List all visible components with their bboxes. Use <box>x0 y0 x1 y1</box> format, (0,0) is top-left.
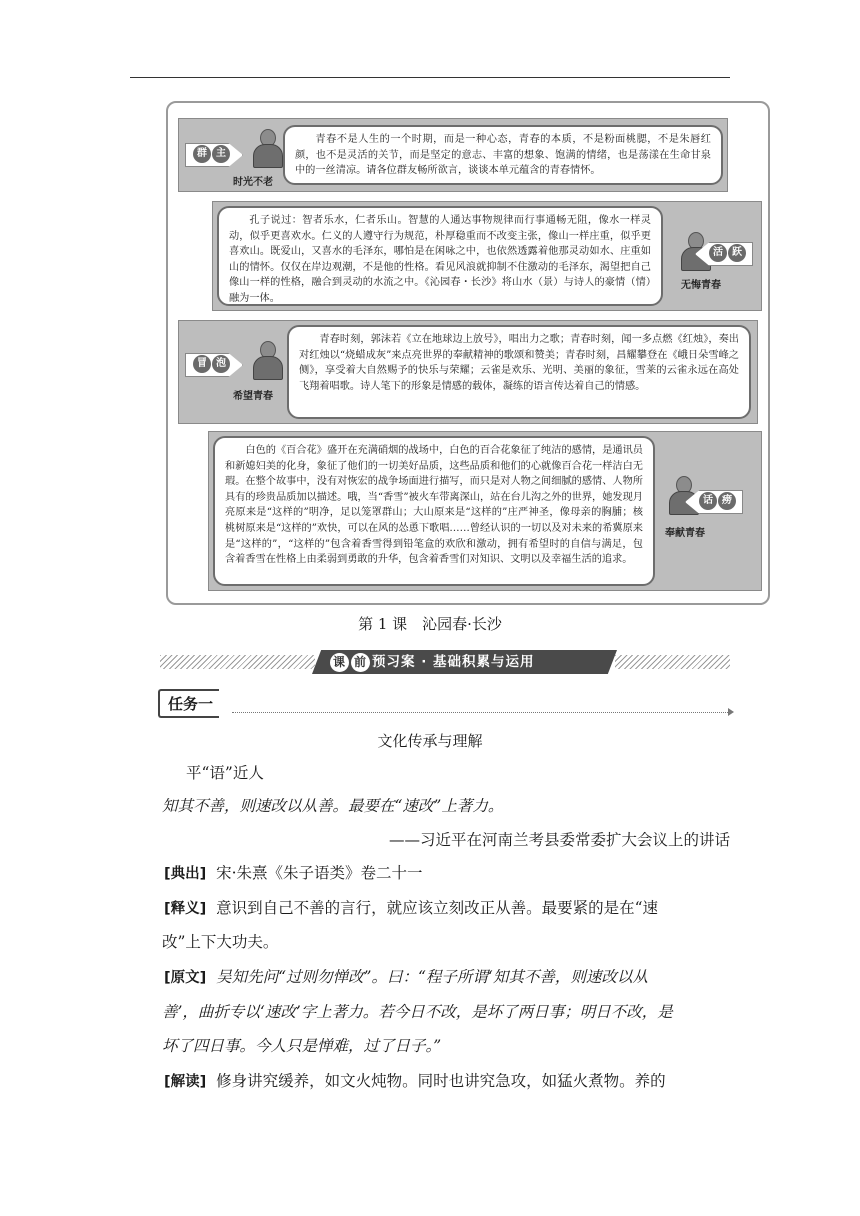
banner-hatch-right <box>615 655 730 669</box>
dianchu-line <box>164 861 423 883</box>
shiyi-line-1 <box>164 896 658 918</box>
shiyi-tag: [释义] <box>164 901 207 917</box>
shiyi-text: 意识到自己不善的言行，就应该立刻改正从善。最要紧的是在“速 <box>216 899 659 917</box>
chat-card-1 <box>178 118 728 192</box>
badge-char: 跃 <box>728 244 746 262</box>
badge-char: 主 <box>212 145 230 163</box>
yuanwen-line-2: 善’，曲折专以‘速改’字上著力。若今日不改，是坏了两日事；明日不改，是 <box>162 1003 673 1021</box>
avatar-icon <box>253 129 281 169</box>
task-label: 任务一 <box>158 689 219 718</box>
card-title: 奉献青春 <box>665 528 705 539</box>
illustration-frame <box>166 101 770 605</box>
header-rule <box>130 77 730 78</box>
dianchu-tag: [典出] <box>164 866 207 882</box>
card-text: 孔子说过：智者乐水，仁者乐山。智慧的人通达事物规律而行事通畅无阻，像水一样灵动，似乎更喜欢水。仁义的人遵守行为规范，朴厚稳重而不改变主张，像山一样庄重，似乎更喜欢山。既爱山，又喜水的毛泽东，哪怕是在闲咏之中，也依然透露着他那灵动如水、庄重如山的情怀。仅仅在岸边观潮，不是他的性格。看见风浪就抑制不住激动的毛泽东，渴望把自己像山一样的性格，融合到灵动的水流之中。《沁园春・长沙》将山水（景）与诗人的豪情（情）融为一体。 <box>217 206 663 306</box>
chat-card-4 <box>208 431 762 591</box>
jiedu-tag: [解读] <box>164 1074 207 1090</box>
banner-text <box>330 652 535 672</box>
card-text: 白色的《百合花》盛开在充满硝烟的战场中，白色的百合花象征了纯洁的感情，是通讯员和新媳妇美的化身，象征了他们的一切美好品质，这些品质和他们的心就像百合花一样洁白无瑕。在整个故事中，没有对恢宏的战争场面进行描写，而只是对人物之间细腻的感情、人物所具有的珍贵品质加以描述。哦，当“香雪”被火车带离深山，站在台儿沟之外的世界，她发现月亮原来是“这样的”明净，足以笼罩群山；大山原来是“这样的”庄严神圣，像母亲的胸脯；核桃树原来是“这样的”欢快，可以在风的怂恿下歌唱……曾经认识的一切以及对未来的希冀原来是“这样的”，“这样的”包含着香雪得到铅笔盒的欢欣和激动，拥有希望时的自信与满足，包含着香雪在性格上由柔弱到勇敢的升华，包含着香雪们对知识、文明以及幸福生活的追求。 <box>213 436 655 586</box>
avatar-icon <box>253 341 281 381</box>
quote-text: 知其不善，则速改以从善。最要在“速改”上著力。 <box>162 797 504 815</box>
jiedu-line <box>164 1069 666 1091</box>
yuanwen-line-3: 坏了四日事。今人只是惮难，过了日子。” <box>162 1037 442 1055</box>
quote-attribution: ——习近平在河南兰考县委常委扩大会议上的讲话 <box>388 831 730 849</box>
banner-hatch-left <box>160 655 315 669</box>
card-text: 青春不是人生的一个时期，而是一种心态，青春的本质，不是粉面桃腮，不是朱唇红颜，也不是灵活的关节，而是坚定的意志、丰富的想象、饱满的情绪，也是荡漾在生命甘泉中的一丝清凉。请各位群友畅所欲言，谈谈本单元蕴含的青春情怀。 <box>283 125 723 185</box>
ping-yu-heading: 平“语”近人 <box>186 764 264 782</box>
banner-label: 预习案 · 基础积累与运用 <box>372 654 535 670</box>
badge-char: 群 <box>193 145 211 163</box>
lesson-title: 第 1 课 沁园春·长沙 <box>358 615 502 633</box>
yuanwen-text: 吴知先问“过则勿惮改”。曰：“程子所谓‘知其不善，则速改以从 <box>216 968 648 986</box>
card-text: 青春时刻，郭沫若《立在地球边上放号》，唱出力之歌；青春时刻，闻一多点燃《红烛》，奏出对红烛以“烧蜡成灰”来点亮世界的奉献精神的歌颂和赞美；青春时刻，昌耀攀登在《峨日朵雪峰之侧》，享受着大自然赐予的快乐与荣耀；云雀是欢乐、光明、美丽的象征，雪莱的云雀永远在高处飞翔着唱歌。诗人笔下的形象是情感的载体，凝练的语言传达着自己的情感。 <box>287 325 751 419</box>
banner-char-1: 课 <box>330 653 349 672</box>
card-title: 时光不老 <box>233 177 273 188</box>
yuanwen-line-1 <box>164 965 648 987</box>
yuanwen-tag: [原文] <box>164 970 207 986</box>
task-arrow-icon <box>728 708 734 716</box>
shiyi-line-2: 改”上下大功夫。 <box>162 933 279 951</box>
badge-char: 痨 <box>718 492 736 510</box>
card-title: 无悔青春 <box>681 280 721 291</box>
badge-char: 话 <box>699 492 717 510</box>
chat-card-2 <box>212 201 762 311</box>
dianchu-text: 宋·朱熹《朱子语类》卷二十一 <box>216 864 423 882</box>
badge-char: 泡 <box>212 355 230 373</box>
section-title: 文化传承与理解 <box>377 732 483 750</box>
badge-char: 冒 <box>193 355 211 373</box>
badge-char: 活 <box>709 244 727 262</box>
banner-char-2: 前 <box>351 653 370 672</box>
task-dotted-line <box>232 712 732 713</box>
jiedu-text: 修身讲究缓养，如文火炖物。同时也讲究急攻，如猛火煮物。养的 <box>216 1072 666 1090</box>
chat-card-3 <box>178 320 758 424</box>
card-title: 希望青春 <box>233 391 273 402</box>
